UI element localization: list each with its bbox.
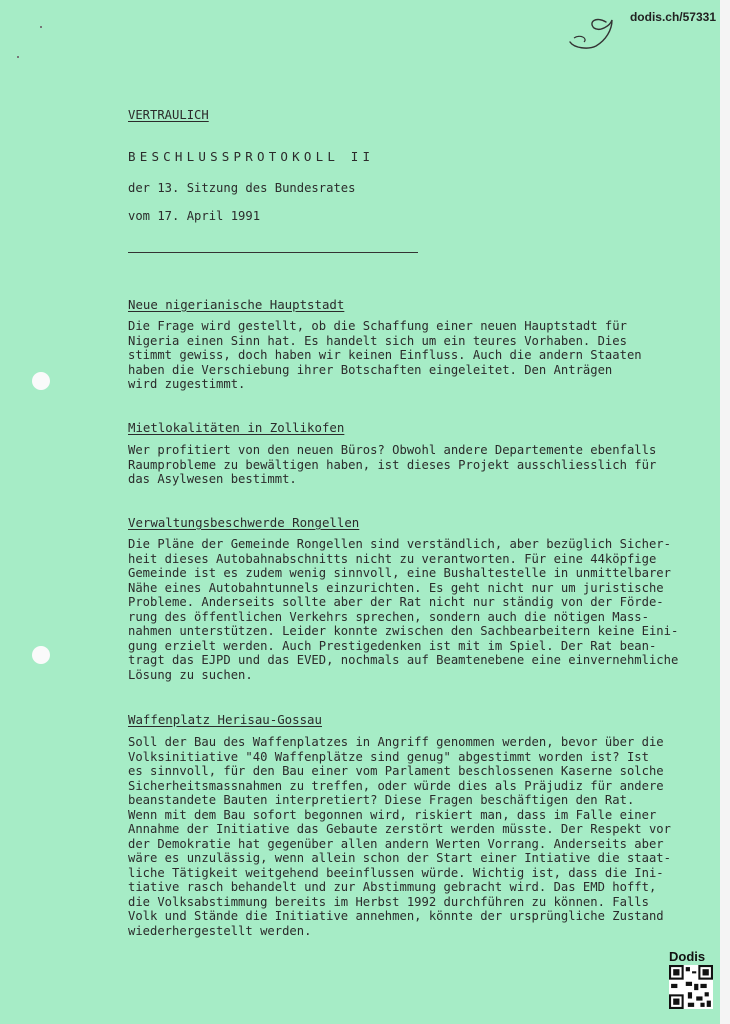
confidential-label: VERTRAULICH — [128, 108, 209, 122]
scan-speck — [40, 26, 42, 28]
dodis-logo: Dodis — [669, 949, 706, 964]
divider-line — [128, 252, 418, 253]
body-line: Gemeinde ist es zudem wenig sinnvoll, eine Bushaltestelle in unmittelbarer — [128, 566, 671, 580]
body-line: beanstandete Bauten interpretiert? Diese Fragen beschäftigen den Rat. — [128, 793, 635, 807]
body-line: nahmen unterstützen. Leider konnte zwischen den Sachbearbeitern keine Eini- — [128, 624, 679, 638]
section-heading: Mietlokalitäten in Zollikofen — [128, 420, 345, 435]
body-line: Sicherheitsmassnahmen zu treffen, oder würde dies als Präjudiz für andere — [128, 778, 664, 793]
body-line: Die Pläne der Gemeinde Rongellen sind verständlich, aber bezüglich Sicher- — [128, 537, 671, 551]
body-line: es sinnvoll, für den Bau einer vom Parlament beschlossenen Kaserne solche — [128, 764, 664, 778]
section-body — [128, 735, 671, 938]
body-line: heit dieses Autobahnabschnitts nicht zu verantworten. Für eine 44köpfige — [128, 551, 657, 566]
body-line: Probleme. Anderseits sollte aber der Rat nicht nur ständig von der Förde- — [128, 595, 664, 609]
scan-speck — [17, 56, 19, 58]
body-line: wäre es unzulässig, wenn allein schon der Start einer Intiative die staat- — [128, 851, 671, 865]
body-line: Wer profitiert von den neuen Büros? Obwohl andere Departemente ebenfalls — [128, 443, 657, 457]
session-line: der 13. Sitzung des Bundesrates — [128, 181, 356, 195]
body-line: Nähe eines Autobahntunnels einzurichten. Es geht nicht nur um juristische — [128, 580, 664, 595]
document-title: BESCHLUSSPROTOKOLL II — [128, 149, 375, 164]
dodis-reference[interactable]: dodis.ch/57331 — [629, 10, 716, 24]
qr-code[interactable] — [669, 965, 713, 1009]
section-body — [128, 537, 678, 682]
body-line: der Demokratie hat gegenüber allen andern Werten Vorrang. Anderseits aber — [128, 836, 664, 851]
section-heading: Verwaltungsbeschwerde Rongellen — [128, 515, 360, 530]
body-line: haben die Verschiebung ihrer Botschaften eingeleitet. Den Anträgen — [128, 362, 613, 377]
body-line: stimmt gewiss, doch haben wir keinen Einfluss. Auch die andern Staaten — [128, 348, 642, 362]
section-heading: Neue nigerianische Hauptstadt — [128, 297, 345, 312]
body-line: Nigeria einen Sinn hat. Es handelt sich um ein teures Vorhaben. Dies — [128, 333, 627, 348]
body-line: die Volksabstimmung bereits im Herbst 1992 durchführen zu können. Falls — [128, 894, 649, 909]
body-line: Lösung zu suchen. — [128, 667, 253, 682]
body-line: Volksinitiative "40 Waffenplätze sind genug" abgestimmt worden ist? Ist — [128, 749, 649, 764]
body-line: Volk und Stände die Initiative annehmen, könnte der ursprüngliche Zustand — [128, 909, 664, 923]
body-line: tiative rasch behandelt und zur Abstimmung gebracht wird. Das EMD hofft, — [128, 880, 657, 894]
body-line: gung erzielt werden. Auch Prestigedenken ist mit im Spiel. Der Rat bean- — [128, 638, 657, 653]
handwritten-page-number — [566, 14, 626, 54]
section-heading: Waffenplatz Herisau-Gossau — [128, 712, 322, 727]
body-line: Annahme der Initiative das Gebaute zerstört werden müsste. Der Respekt vor — [128, 822, 671, 836]
body-line: Wenn mit dem Bau sofort begonnen wird, riskiert man, dass im Falle einer — [128, 807, 657, 822]
section-body — [128, 319, 642, 392]
body-line: rung des öffentlichen Verkehrs sprechen, sondern auch die nötigen Mass- — [128, 609, 649, 624]
body-line: Die Frage wird gestellt, ob die Schaffung einer neuen Hauptstadt für — [128, 319, 627, 333]
body-line: Raumprobleme zu bewältigen haben, ist dieses Projekt ausschliesslich für — [128, 457, 657, 472]
body-line: das Asylwesen bestimmt. — [128, 472, 297, 486]
date-line: vom 17. April 1991 — [128, 209, 261, 223]
body-line: wird zugestimmt. — [128, 377, 246, 391]
body-line: Soll der Bau des Waffenplatzes in Angriff genommen werden, bevor über die — [128, 735, 664, 749]
punch-hole — [32, 646, 50, 664]
page-edge — [720, 0, 730, 1024]
body-line: liche Tätigkeit weitgehend beeinflussen würde. Wichtig ist, dass die Ini- — [128, 865, 664, 880]
body-line: tragt das EJPD und das EVED, nochmals auf Beamtenebene eine einvernehmliche — [128, 653, 679, 667]
punch-hole — [32, 372, 50, 390]
body-line: wiederhergestellt werden. — [128, 923, 312, 938]
section-body — [128, 443, 656, 487]
